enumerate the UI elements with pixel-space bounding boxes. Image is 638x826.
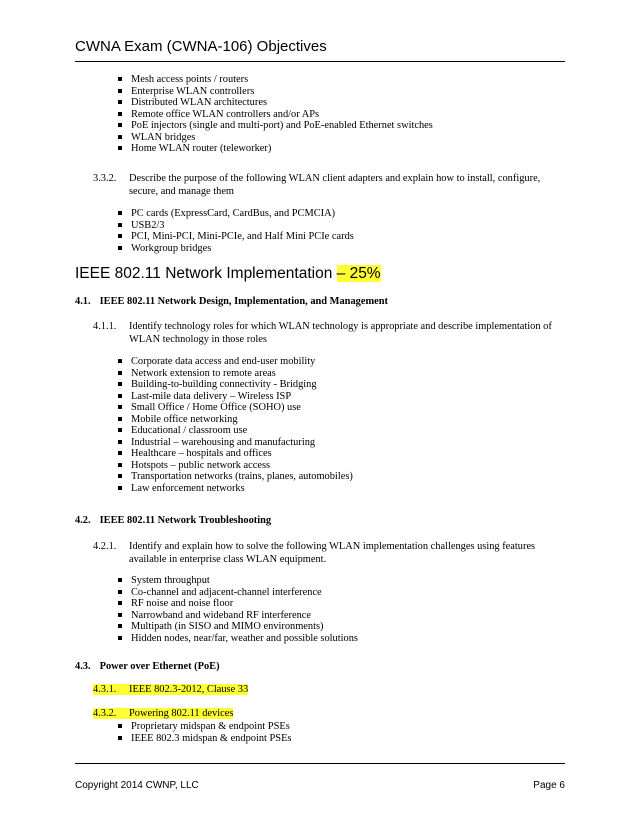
- list-item: Hidden nodes, near/far, weather and possible solutions: [117, 633, 358, 645]
- objective-4-3-1: [93, 684, 248, 697]
- list-item: Last-mile data delivery – Wireless ISP: [117, 391, 353, 403]
- objective-4-2-heading: [75, 515, 271, 526]
- objective-title: IEEE 802.11 Network Design, Implementation, and Management: [99, 296, 388, 307]
- list-item: Mobile office networking: [117, 414, 353, 426]
- list-item: Remote office WLAN controllers and/or APs: [117, 109, 433, 121]
- list-item: Workgroup bridges: [117, 243, 354, 255]
- bullet-list-technology-roles: [117, 356, 353, 495]
- list-item: RF noise and noise floor: [117, 598, 358, 610]
- list-item: WLAN bridges: [117, 132, 433, 144]
- section-weight: – 25%: [336, 265, 381, 282]
- bullet-list-client-adapters: [117, 208, 354, 254]
- list-item: PCI, Mini-PCI, Mini-PCIe, and Half Mini PCIe cards: [117, 231, 354, 243]
- objective-number: 3.3.2.: [93, 173, 117, 184]
- objective-number: 4.1.: [75, 296, 91, 307]
- objective-text: IEEE 802.3-2012, Clause 33: [129, 684, 249, 695]
- list-item: Hotspots – public network access: [117, 460, 353, 472]
- list-item: PoE injectors (single and multi-port) and PoE-enabled Ethernet switches: [117, 120, 433, 132]
- list-item: Distributed WLAN architectures: [117, 97, 433, 109]
- list-item: Co-channel and adjacent-channel interference: [117, 587, 358, 599]
- bullet-list-challenges: [117, 575, 358, 644]
- objective-text: Powering 802.11 devices: [129, 708, 234, 719]
- section-title: [75, 265, 381, 283]
- list-item: Law enforcement networks: [117, 483, 353, 495]
- footer-copyright: Copyright 2014 CWNP, LLC: [75, 780, 199, 791]
- objective-number: 4.2.: [75, 515, 91, 526]
- objective-text: Describe the purpose of the following WLAN client adapters and explain how to install, configure, secure, and manage them: [129, 173, 541, 197]
- footer-rule: [75, 763, 565, 764]
- list-item: Narrowband and wideband RF interference: [117, 610, 358, 622]
- objective-title: IEEE 802.11 Network Troubleshooting: [99, 515, 272, 526]
- list-item: Corporate data access and end-user mobility: [117, 356, 353, 368]
- list-item: Network extension to remote areas: [117, 368, 353, 380]
- list-item: Home WLAN router (teleworker): [117, 143, 433, 155]
- list-item: System throughput: [117, 575, 358, 587]
- list-item: USB2/3: [117, 220, 354, 232]
- objective-title: Power over Ethernet (PoE): [99, 661, 220, 672]
- objective-text: Identify technology roles for which WLAN technology is appropriate and describe implementation of WLAN technology in those roles: [129, 321, 552, 345]
- objective-4-3-2: [93, 708, 233, 721]
- section-title-text: IEEE 802.11 Network Implementation: [75, 265, 333, 282]
- list-item: IEEE 802.3 midspan & endpoint PSEs: [117, 733, 291, 745]
- list-item: Industrial – warehousing and manufacturing: [117, 437, 353, 449]
- objective-text: Identify and explain how to solve the following WLAN implementation challenges using features available in enterprise class WLAN equipment.: [129, 541, 536, 565]
- objective-4-1-heading: [75, 296, 388, 307]
- objective-number: 4.3.2.: [93, 708, 117, 719]
- list-item: Mesh access points / routers: [117, 74, 433, 86]
- bullet-list-pse: [117, 721, 291, 744]
- objective-4-3-heading: [75, 661, 220, 672]
- objective-number: 4.1.1.: [93, 321, 117, 332]
- list-item: Building-to-building connectivity - Bridging: [117, 379, 353, 391]
- bullet-list-infrastructure: [117, 74, 433, 155]
- footer-page-number: Page 6: [533, 780, 565, 791]
- list-item: Educational / classroom use: [117, 425, 353, 437]
- page-header-title: CWNA Exam (CWNA-106) Objectives: [75, 38, 327, 55]
- list-item: PC cards (ExpressCard, CardBus, and PCMCIA): [117, 208, 354, 220]
- list-item: Proprietary midspan & endpoint PSEs: [117, 721, 291, 733]
- list-item: Transportation networks (trains, planes, automobiles): [117, 471, 353, 483]
- objective-number: 4.2.1.: [93, 541, 117, 552]
- list-item: Multipath (in SISO and MIMO environments): [117, 621, 358, 633]
- list-item: Small Office / Home Office (SOHO) use: [117, 402, 353, 414]
- header-rule: [75, 61, 565, 62]
- list-item: Enterprise WLAN controllers: [117, 86, 433, 98]
- objective-number: 4.3.: [75, 661, 91, 672]
- objective-number: 4.3.1.: [93, 684, 117, 695]
- list-item: Healthcare – hospitals and offices: [117, 448, 353, 460]
